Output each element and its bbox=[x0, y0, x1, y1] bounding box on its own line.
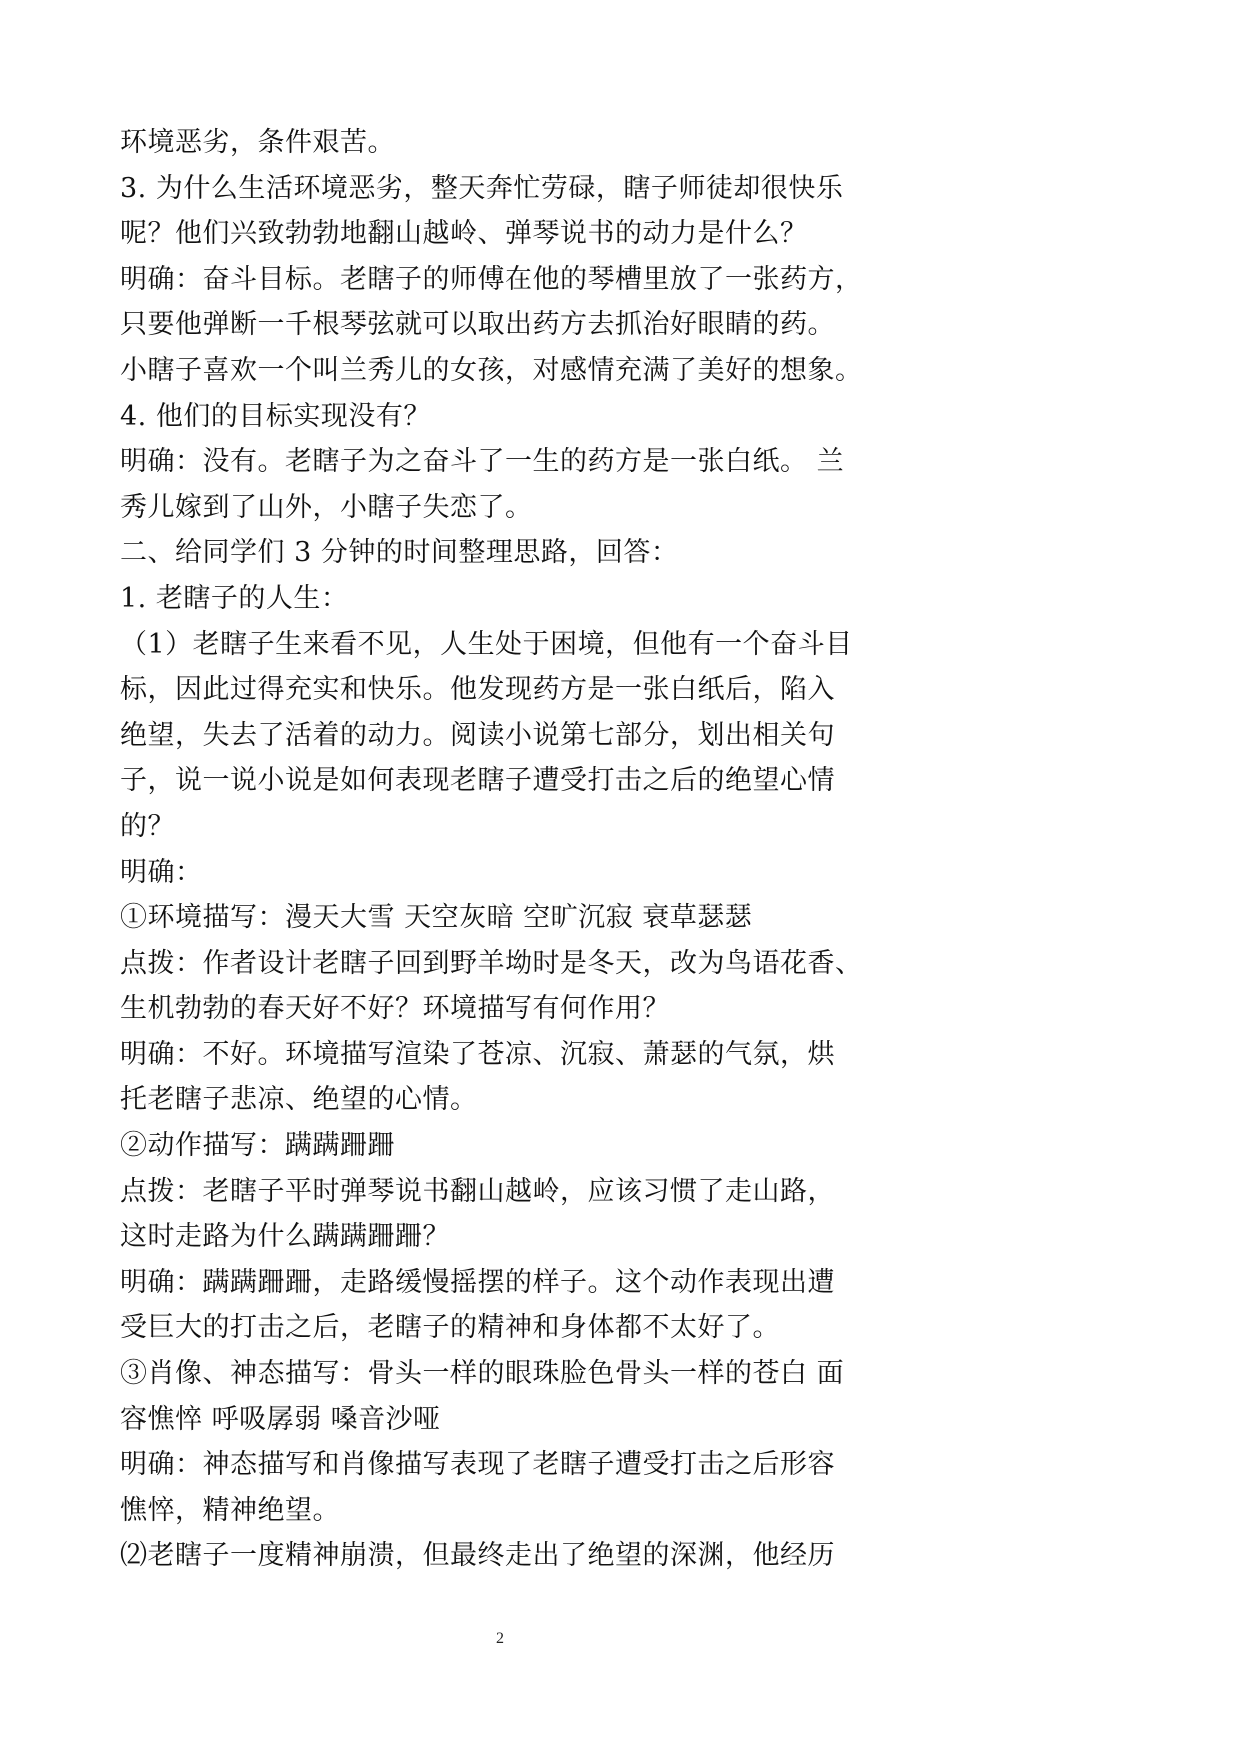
text-line: （1）老瞎子生来看不见，人生处于困境，但他有一个奋斗目 bbox=[120, 628, 853, 660]
text-line: 明确：没有。老瞎子为之奋斗了一生的药方是一张白纸。 兰 bbox=[120, 446, 845, 478]
text-line: 标，因此过得充实和快乐。他发现药方是一张白纸后，陷入 bbox=[120, 674, 835, 706]
text-line: 受巨大的打击之后，老瞎子的精神和身体都不太好了。 bbox=[120, 1312, 780, 1344]
text-line: 憔悴，精神绝望。 bbox=[120, 1494, 340, 1526]
text-line: 呢？他们兴致勃勃地翻山越岭、弹琴说书的动力是什么？ bbox=[120, 218, 808, 250]
text-line: 生机勃勃的春天好不好？环境描写有何作用？ bbox=[120, 993, 670, 1025]
text-line: 二、给同学们 3 分钟的时间整理思路，回答： bbox=[120, 537, 679, 569]
text-line: 绝望，失去了活着的动力。阅读小说第七部分，划出相关句 bbox=[120, 719, 835, 751]
text-line: ②动作描写：蹒蹒跚跚 bbox=[120, 1130, 395, 1162]
text-line: 明确：奋斗目标。老瞎子的师傅在他的琴槽里放了一张药方， bbox=[120, 263, 863, 295]
text-line: 明确：神态描写和肖像描写表现了老瞎子遭受打击之后形容 bbox=[120, 1449, 835, 1481]
text-line: 子，说一说小说是如何表现老瞎子遭受打击之后的绝望心情 bbox=[120, 765, 835, 797]
text-line: 明确：蹒蹒跚跚，走路缓慢摇摆的样子。这个动作表现出遭 bbox=[120, 1266, 835, 1298]
text-line: 点拨：老瞎子平时弹琴说书翻山越岭，应该习惯了走山路， bbox=[120, 1175, 835, 1207]
text-line: ①环境描写：漫天大雪 天空灰暗 空旷沉寂 衰草瑟瑟 bbox=[120, 902, 753, 934]
text-line: 1. 老瞎子的人生： bbox=[120, 582, 349, 614]
text-line: 秀儿嫁到了山外，小瞎子失恋了。 bbox=[120, 491, 533, 523]
text-line: 点拨：作者设计老瞎子回到野羊坳时是冬天，改为鸟语花香、 bbox=[120, 947, 863, 979]
text-line: 只要他弹断一千根琴弦就可以取出药方去抓治好眼睛的药。 bbox=[120, 309, 835, 341]
text-line: 明确：不好。环境描写渲染了苍凉、沉寂、萧瑟的气氛，烘 bbox=[120, 1038, 835, 1070]
document-body bbox=[120, 120, 1130, 1579]
text-line: 环境恶劣，条件艰苦。 bbox=[120, 127, 395, 158]
text-line: 的？ bbox=[120, 810, 175, 842]
text-line: 这时走路为什么蹒蹒跚跚？ bbox=[120, 1221, 450, 1253]
text-line: 4. 他们的目标实现没有？ bbox=[120, 400, 431, 432]
text-line: 容憔悴 呼吸孱弱 嗓音沙哑 bbox=[120, 1403, 441, 1435]
text-line: ③肖像、神态描写：骨头一样的眼珠脸色骨头一样的苍白 面 bbox=[120, 1358, 845, 1390]
text-line: 明确： bbox=[120, 856, 203, 888]
text-line: 托老瞎子悲凉、绝望的心情。 bbox=[120, 1084, 478, 1116]
text-line: 3. 为什么生活环境恶劣，整天奔忙劳碌，瞎子师徒却很快乐 bbox=[120, 172, 844, 204]
page-number: 2 bbox=[496, 1630, 504, 1647]
text-line: 小瞎子喜欢一个叫兰秀儿的女孩，对感情充满了美好的想象。 bbox=[120, 354, 863, 386]
text-line: ⑵老瞎子一度精神崩溃，但最终走出了绝望的深渊，他经历 bbox=[120, 1540, 835, 1572]
